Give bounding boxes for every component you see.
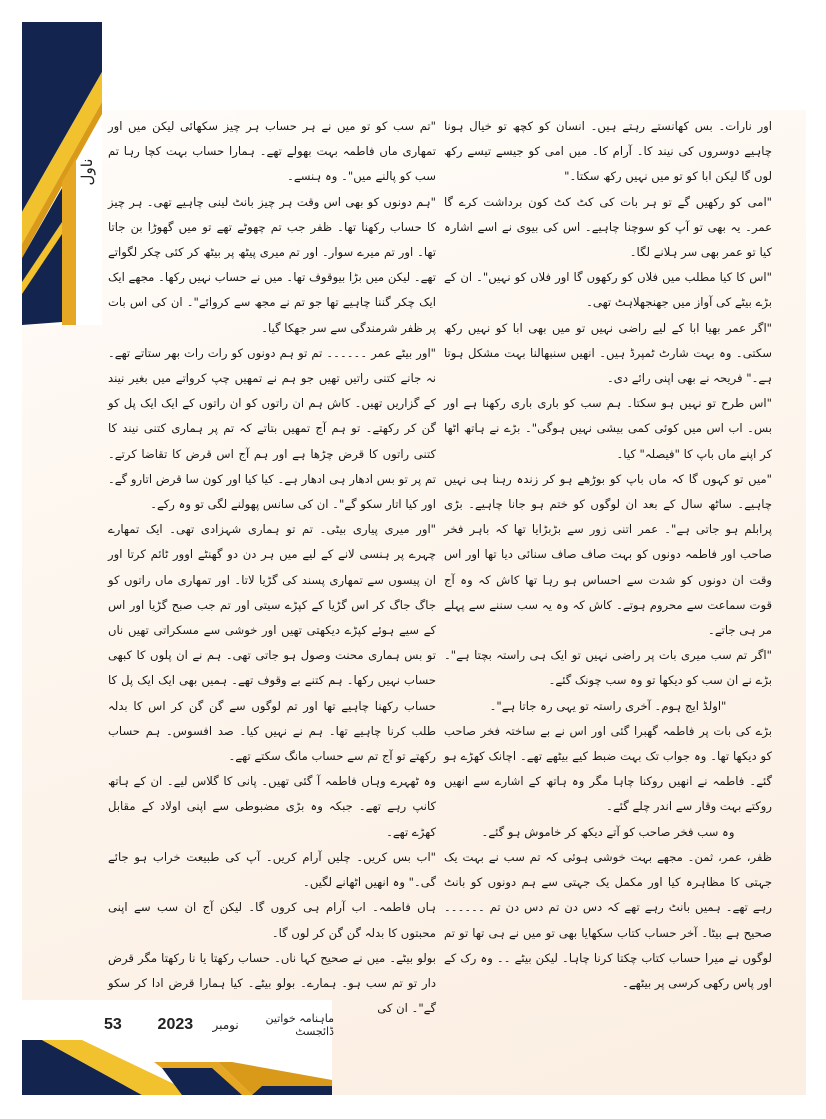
- paragraph: "اب بس کریں۔ چلیں آرام کریں۔ آپ کی طبیعت خراب ہو جائے گی۔" وہ انھیں اٹھانے لگیں۔: [108, 849, 436, 890]
- paragraph: اور نارات۔ بس کھانستے رہتے ہیں۔ انسان کو کچھ تو خیال ہونا چاہیے دوسروں کی نیند کا۔ آرام کا۔ میں امی کو جیسے تیسے رکھ لوں گا لیکن ابا کو تو میں نہیں رکھ سکتا۔": [444, 119, 772, 184]
- paragraph: وہ ٹھہرے وہاں فاطمہ آ گئی تھیں۔ پانی کا گلاس لیے۔ ان کے ہاتھ کانپ رہے تھے۔ جبکہ وہ بڑی مضبوطی سے اپنی اولاد کے مقابل کھڑے تھے۔: [108, 774, 436, 839]
- paragraph: "اور میری پیاری بیٹی۔ تم تو ہماری شہزادی تھی۔ ایک تمھارے چہرے پر ہنسی لانے کے لیے میں ہر دن دو گھنٹے اوور ٹائم کرتا اور ان پیسوں سے تمھاری پسند کی گڑیا لاتا۔ اور تمھاری ماں راتوں کو جاگ جاگ کر اس گڑیا کے کپڑے سیتی اور تم جب صبح گڑیا اور اس کے سیے ہوئے کپڑے دیکھتی تھیں اور خوشی سے مسکراتی تھیں ناں تو بس ہماری محنت وصول ہو جاتی تھی۔ ہم نے ان پلوں کا کبھی حساب نہیں رکھا۔ ہم کتنے بے وقوف تھے۔ ہمیں بھی ایک ایک پل کا حساب رکھنا چاہیے تھا اور تم لوگوں سے گن گن کر اس کا بدلہ طلب کرنا چاہیے تھا۔ ہم نے نہیں کیا۔ صد افسوس۔ ہم حساب رکھتے تو آج تم سے حساب مانگ سکتے تھے۔: [108, 522, 436, 764]
- text-column-right: [444, 114, 772, 996]
- paragraph: "امی کو رکھیں گے تو ہر بات کی کٹ کٹ کون برداشت کرے گا عمر۔ یہ بھی تو آپ کو سوچنا چاہیے۔ اس کی بیوی نے اسے اشارہ کیا تو عمر بھی سر ہلانے لگا۔: [444, 194, 772, 260]
- paragraph: ظفر، عمر، ثمن۔ مجھے بہت خوشی ہوئی کہ تم سب نے بہت یک جہتی کا مظاہرہ کیا اور مکمل یک جہتی سے ہم دونوں کو بانٹ رہے تھے۔ ہمیں بانٹ رہے تھے کہ دس دن تم دس دن تم ۔۔۔۔۔۔ صحیح ہے بیٹا۔ آخر حساب کتاب سکھایا بھی تو میں نے ہی تھا تو تم لوگوں نے میرا حساب کتاب چکتا کرنا چاہا۔ لیکن بیٹے ۔۔ وہ رک کے اور پاس رکھی کرسی پر بیٹھے۔: [444, 849, 772, 990]
- page-number: 53: [104, 1016, 122, 1033]
- page-footer: [104, 1012, 334, 1038]
- footer-month: نومبر: [212, 1018, 239, 1032]
- paragraph: "اور بیٹے عمر ۔۔۔۔۔۔ تم تو ہم دونوں کو رات رات بھر ستاتے تھے۔ نہ جانے کتنی راتیں تھیں جو ہم نے تمھیں چپ کرواتے میں بغیر نیند کے گزاریں تھیں۔ کاش ہم ان راتوں کو ان راتوں کے ایک ایک پل کو گن کر رکھتے۔ تو ہم آج تمھیں بتاتے کہ تم پر ہماری کتنی نیند کا کتنی راتوں کا قرض چڑھا ہے اور ہم آج اس قرض کا تقاضا کرتے۔ تم پر تو بس ادھار ہی ادھار ہے۔ کیا کیا اور کون سا قرض اتارو گے۔ اور کیا اتار سکو گے"۔ ان کی سانس پھولنے لگی تو وہ رکے۔: [108, 345, 436, 512]
- paragraph: بڑے کی بات پر فاطمہ گھبرا گئی اور اس نے بے ساختہ فخر صاحب کو دیکھا تھا۔ وہ جواب تک بہت ضبط کیے بیٹھے تھے۔ اچانک کھڑے ہو گئے۔ فاطمہ نے انھیں روکنا چاہا مگر وہ ہاتھ کے اشارے سے انھیں روکتے بہت وقار سے اندر چلے گئے۔: [444, 723, 772, 814]
- paragraph: "اس طرح تو نہیں ہو سکتا۔ ہم سب کو باری باری رکھنا ہے اور بس۔ اب اس میں کوئی کمی بیشی نہیں ہوگی"۔ بڑے نے ہاتھ اٹھا کر اپنے ماں باپ کا "فیصلہ" کیا۔: [444, 396, 772, 461]
- decorative-banner-bottom: [22, 1040, 332, 1095]
- paragraph: "اگر تم سب میری بات پر راضی نہیں تو ایک ہی راستہ بچتا ہے"۔ بڑے نے ان سب کو دیکھا تو وہ سب چونک گئے۔: [444, 648, 772, 688]
- paragraph: "اولڈ ایج ہوم۔ آخری راستہ تو یہی رہ جاتا ہے"۔: [489, 698, 727, 713]
- paragraph: "میں تو کہوں گا کہ ماں باپ کو بوڑھے ہو کر زندہ رہنا ہی نہیں چاہیے۔ ساٹھ سال کے بعد ان لوگوں کو ختم ہو جانا چاہیے۔ بڑی پرابلم ہو جاتی ہے"۔ عمر اتنی زور سے بڑبڑایا تھا کہ باہر فخر صاحب اور فاطمہ دونوں کو بہت صاف صاف سنائی دیا تھا اور اس وقت ان دونوں کو شدت سے احساس ہو رہا تھا کاش کہ وہ آج قوت سماعت سے محروم ہوتے۔ کاش کہ وہ یہ سب سننے سے پہلے مر ہی جاتے۔: [444, 471, 772, 638]
- paragraph: "ہم دونوں کو بھی اس وقت ہر چیز بانٹ لینی چاہیے تھی۔ ہر چیز کا حساب رکھنا تھا۔ ظفر جب تم چھوٹے تھے تو میں گھوڑا بن جاتا تھا۔ اور تم میرے سوار۔ اور تم میری پیٹھ پر بیٹھ کر کئی چکر لگواتے تھے۔ لیکن میں بڑا بیوقوف تھا۔ میں نے حساب نہیں رکھا۔ مجھے ایک ایک چکر گننا چاہیے تھا جو تم نے مجھ سے کروائے"۔ ان کی اس بات پر ظفر شرمندگی سے سر جھکا گیا۔: [108, 194, 436, 335]
- banner-bottom-navy-right: [252, 1086, 332, 1095]
- section-label: ناول: [78, 158, 96, 186]
- paragraph: "تم سب کو تو میں نے ہر حساب ہر چیز سکھائی لیکن میں اور تمھاری ماں فاطمہ بہت بھولے تھے۔ ہمارا حساب بہت کچا رہا تم سب کو پالنے میں"۔ وہ ہنسے۔: [108, 119, 436, 184]
- footer-year: 2023: [157, 1016, 194, 1033]
- text-column-left: [108, 114, 436, 1021]
- paragraph: ہاں فاطمہ۔ اب آرام ہی کروں گا۔ لیکن آج ان سب سے اپنی محبتوں کا بدلہ گن گن کر لوں گا۔: [108, 900, 436, 940]
- paragraph: بولو بیٹے۔ میں نے صحیح کہا ناں۔ حساب رکھتا یا نا رکھتا مگر قرض دار تو تم سب ہو۔ ہمارے۔ بولو بیٹے۔ کیا ہمارا قرض ادا کر سکو گے"۔ ان کی: [108, 950, 436, 1016]
- paragraph: وہ سب فخر صاحب کو آتے دیکھ کر خاموش ہو گئے۔: [481, 824, 735, 839]
- paragraph: "اگر عمر بھیا ابا کے لیے راضی نہیں تو میں بھی ابا کو نہیں رکھ سکتی۔ وہ بہت شارٹ ٹمپرڈ ہیں۔ انھیں سنبھالنا بہت مشکل ہوتا ہے۔" فریحہ نے بھی اپنی رائے دی۔: [444, 320, 772, 386]
- banner-gold-vertical: [62, 158, 76, 325]
- paragraph: "اس کا کیا مطلب میں فلاں کو رکھوں گا اور فلاں کو نہیں"۔ ان کے بڑے بیٹے کی آواز میں جھنجھلاہٹ تھی۔: [444, 270, 772, 310]
- header-margin: [102, 22, 806, 110]
- magazine-name: ماہنامہ خواتین ڈائجسٹ: [265, 1012, 334, 1038]
